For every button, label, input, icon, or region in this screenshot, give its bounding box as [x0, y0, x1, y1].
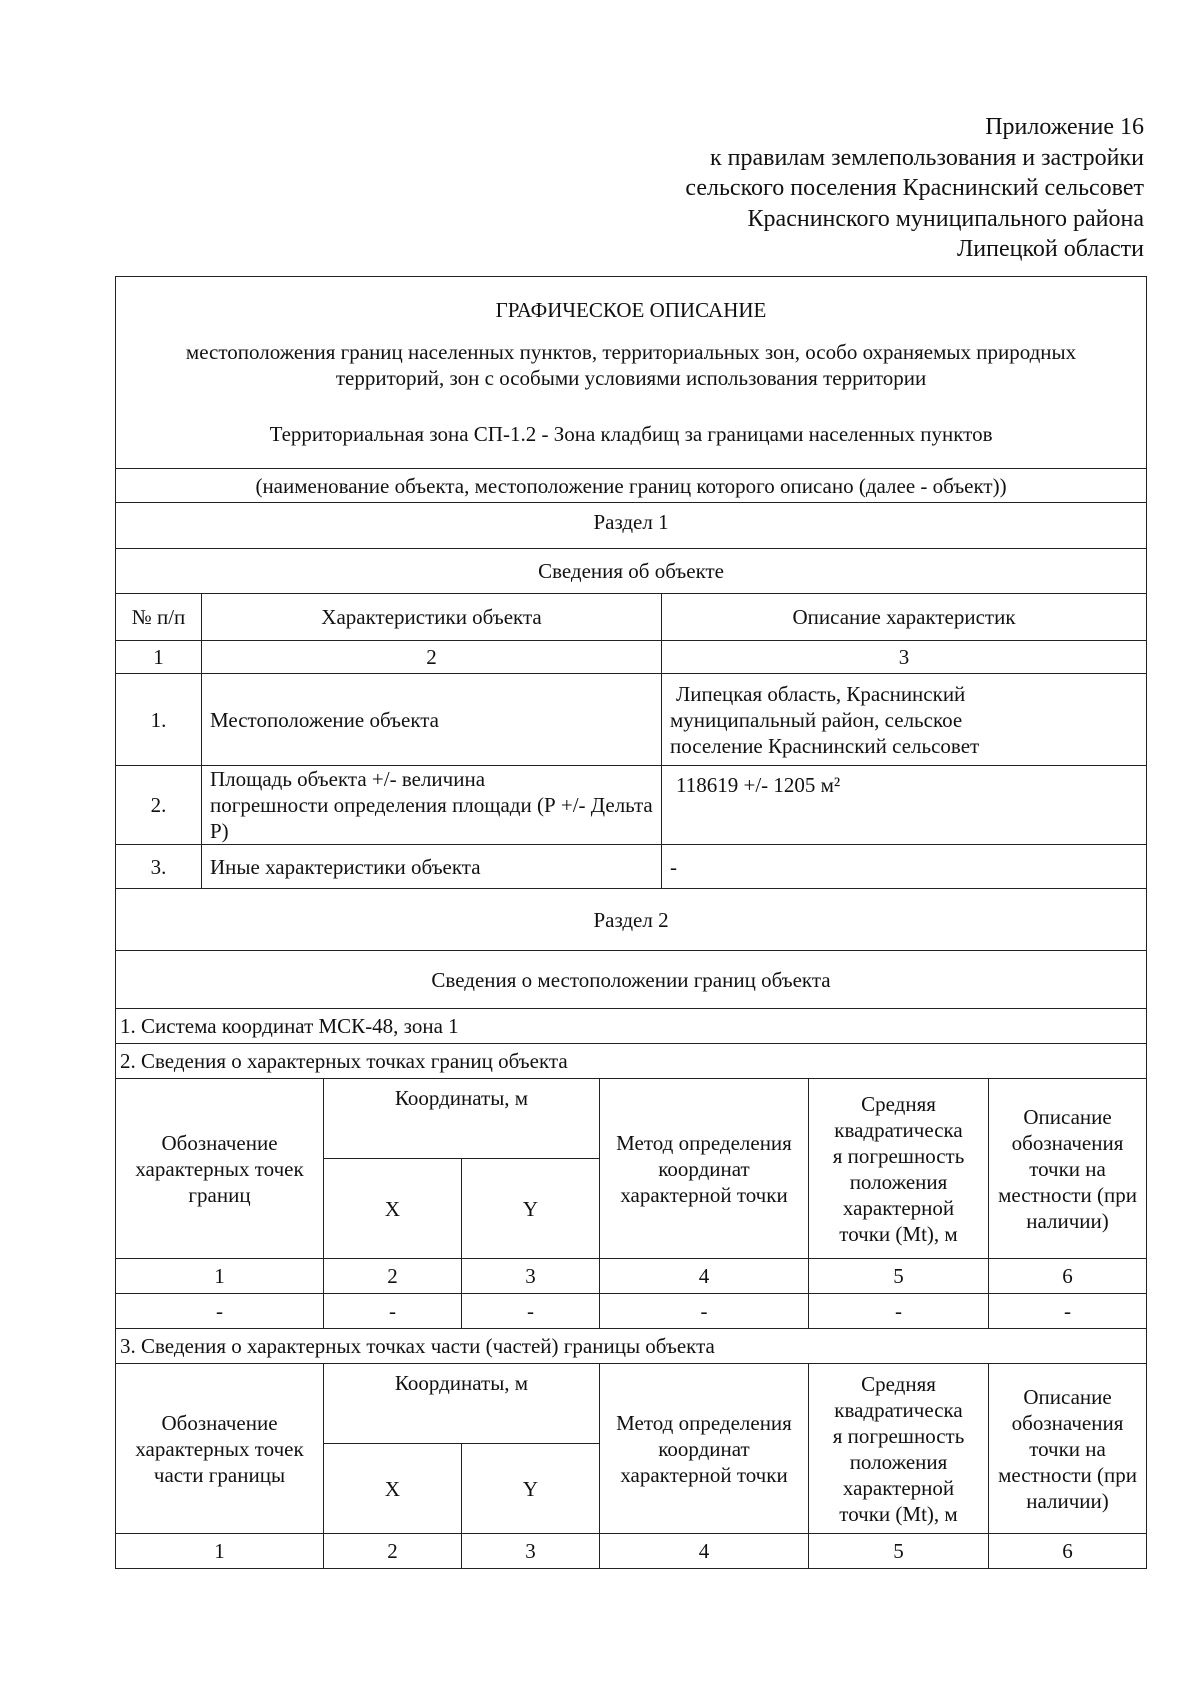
header-description: Описание обозначения точки на местности (при наличии) — [989, 1364, 1147, 1534]
parts-title: 3. Сведения о характерных точках части (частей) границы объекта — [116, 1329, 1147, 1364]
header-error: Средняя квадратическа я погрешность положения характерной точки (Mt), м — [809, 1364, 989, 1534]
row-characteristic: Местоположение объекта — [202, 674, 662, 766]
col-header-characteristics: Характеристики объекта — [202, 594, 662, 641]
coordinate-system: 1. Система координат МСК-48, зона 1 — [116, 1009, 1147, 1044]
header-line: Приложение 16 — [985, 114, 1144, 140]
cell-empty: - — [116, 1294, 324, 1329]
zone-name: Территориальная зона СП-1.2 - Зона кладбищ за границами населенных пунктов — [269, 422, 993, 446]
header-description: Описание обозначения точки на местности (при наличии) — [989, 1079, 1147, 1259]
header-line: сельского поселения Краснинский сельсовет — [685, 175, 1144, 201]
form-title: ГРАФИЧЕСКОЕ ОПИСАНИЕ — [495, 298, 767, 322]
row-number: 3. — [116, 845, 202, 889]
col-number: 3 — [462, 1259, 600, 1294]
cell-empty: - — [809, 1294, 989, 1329]
col-number: 3 — [462, 1534, 600, 1569]
header-points: Обозначение характерных точек границ — [116, 1079, 324, 1259]
section-2-title: Раздел 2 — [116, 889, 1147, 951]
header-line: Липецкой области — [957, 236, 1144, 262]
row-characteristic: Площадь объекта +/- величина погрешности определения площади (Р +/- Дельта Р) — [202, 766, 662, 845]
header-line: к правилам землепользования и застройки — [709, 144, 1144, 171]
header-method: Метод определения координат характерной точки — [600, 1079, 809, 1259]
header-method: Метод определения координат характерной точки — [600, 1364, 809, 1534]
form-subtitle: местоположения границ населенных пунктов, территориальных зон, особо охраняемых природных территорий, зон с особыми условиями использования территории — [185, 340, 1077, 390]
table-row — [116, 845, 1147, 889]
col-number: 2 — [202, 641, 662, 674]
col-number: 1 — [116, 1259, 324, 1294]
header-error: Средняя квадратическа я погрешность положения характерной точки (Mt), м — [809, 1079, 989, 1259]
table-row — [116, 766, 1147, 845]
col-number: 6 — [989, 1534, 1147, 1569]
header-x: X — [324, 1159, 462, 1259]
section-1-title: Раздел 1 — [116, 503, 1147, 549]
header-points: Обозначение характерных точек части границы — [116, 1364, 324, 1534]
row-number: 1. — [116, 674, 202, 766]
col-header-description: Описание характеристик — [662, 594, 1147, 641]
section-2-subtitle: Сведения о местоположении границ объекта — [116, 951, 1147, 1009]
points-title: 2. Сведения о характерных точках границ объекта — [116, 1044, 1147, 1079]
header-coordinates: Координаты, м — [324, 1364, 600, 1444]
col-header-number: № п/п — [116, 594, 202, 641]
cell-empty: - — [462, 1294, 600, 1329]
header-y: Y — [462, 1444, 600, 1534]
col-number: 3 — [662, 641, 1147, 674]
header-y: Y — [462, 1159, 600, 1259]
table-row — [116, 1294, 1147, 1329]
row-description: 118619 +/- 1205 м² — [662, 766, 1147, 845]
row-characteristic: Иные характеристики объекта — [202, 845, 662, 889]
header-x: X — [324, 1444, 462, 1534]
form-heading — [116, 277, 1147, 469]
row-description: Липецкая область, Краснинский муниципальный район, сельское поселение Краснинский сельсовет — [662, 674, 1147, 766]
cell-empty: - — [989, 1294, 1147, 1329]
col-number: 4 — [600, 1534, 809, 1569]
col-number: 6 — [989, 1259, 1147, 1294]
row-description: - — [662, 845, 1147, 889]
col-number: 1 — [116, 1534, 324, 1569]
col-number: 5 — [809, 1534, 989, 1569]
col-number: 2 — [324, 1259, 462, 1294]
cell-empty: - — [324, 1294, 462, 1329]
header-line: Краснинского муниципального района — [747, 205, 1144, 232]
col-number: 2 — [324, 1534, 462, 1569]
graphic-description-table — [115, 276, 1147, 1569]
zone-caption: (наименование объекта, местоположение границ которого описано (далее - объект)) — [116, 469, 1147, 503]
cell-empty: - — [600, 1294, 809, 1329]
col-number: 5 — [809, 1259, 989, 1294]
appendix-header — [685, 112, 1144, 265]
header-coordinates: Координаты, м — [324, 1079, 600, 1159]
table-row — [116, 674, 1147, 766]
col-number: 4 — [600, 1259, 809, 1294]
row-number: 2. — [116, 766, 202, 845]
section-1-subtitle: Сведения об объекте — [116, 549, 1147, 594]
col-number: 1 — [116, 641, 202, 674]
